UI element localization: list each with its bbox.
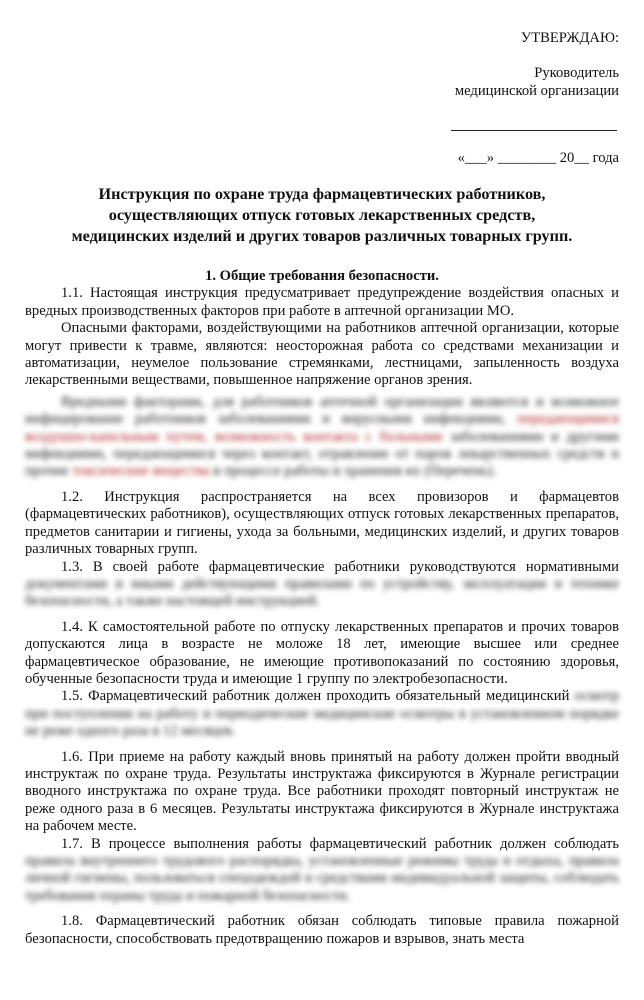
approver-position-line2: медицинской организации <box>454 83 619 99</box>
document-title <box>20 184 624 247</box>
blurred-highlighted-text: передающимися воздушно-капельным путем, возможность контакта с больными <box>25 411 619 445</box>
paragraph-1-5-blurred: осмотр при поступлении на работу и периодические медицинские осмотры в установленном порядке не реже одного раза в 12 месяцев. <box>25 688 619 740</box>
document-body <box>25 268 619 948</box>
approval-date-line: «___» ________ 20__ года <box>457 150 619 166</box>
section-heading: 1. Общие требования безопасности. <box>205 268 439 284</box>
title-line-3: медицинских изделий и других товаров различных товарных групп. <box>71 227 573 245</box>
paragraph-1-3-blurred: документами и иными действующими правилами по устройству, эксплуатации и технике безопасности, а также настоящей инструкцией. <box>25 575 619 610</box>
paragraph-1-8: 1.8. Фармацевтический работник обязан соблюдать типовые правила пожарной безопасности, способствовать предотвращению пожаров и взрывов, знать места <box>25 913 619 947</box>
paragraph-1-7-blurred: правила внутреннего трудового распорядка, установленные режимы труда и отдыха, правила личной гигиены, пользоваться спецодеждой и средствами индивидуальной защиты, соблюдать требования охраны труда и пожарной безопасности. <box>25 853 619 904</box>
blurred-text: заболеваниями и другими инфекциями, передающимися через контакт, отравление от паров лекарственных средств и прочие <box>25 428 619 480</box>
paragraph-1-2: 1.2. Инструкция распространяется на всех провизоров и фармацевтов (фармацевтических работников), осуществляющих отпуск готовых лекарственных препаратов, предметов санитарии и гигиены, ухода за больными, медицинских изделий, и других товаров различных товарных групп. <box>25 488 619 558</box>
approver-position-line1: Руководитель <box>534 65 619 81</box>
paragraph-1-6: 1.6. При приеме на работу каждый вновь принятый на работу должен пройти вводный инструктаж по охране труда. Результаты инструктажа фиксируются в Журнале регистрации вводного инструктажа по охране труда. Все работники проходят повторный инструктаж не реже одного раза в 6 месяцев. Результаты инструктажа фиксируются в Журнале инструктажа на рабочем месте. <box>25 748 619 835</box>
paragraph-hazards: Опасными факторами, воздействующими на работников аптечной организации, которые могут привести к травме, являются: неосторожная работа со средствами механизации и автоматизации, неумелое пользование стремянками, лестницами, запыленность воздуха лекарственными веществами, повышенное напряжение органов зрения. <box>25 320 619 389</box>
approve-label: УТВЕРЖДАЮ: <box>520 30 619 46</box>
paragraph-1-7-text: 1.7. В процессе выполнения работы фармацевтический работник должен соблюдать <box>61 835 619 852</box>
paragraph-1-5-text: 1.5. Фармацевтический работник должен проходить обязательный медицинский <box>61 688 570 705</box>
paragraph-1-7 <box>25 836 619 906</box>
title-line-1: Инструкция по охране труда фармацевтических работников, <box>98 185 546 203</box>
blurred-text: в процессе работы и хранения их (Перечень). <box>213 463 497 480</box>
blurred-paragraph <box>25 394 619 481</box>
paragraph-1-3-text: 1.3. В своей работе фармацевтические работники руководствуются нормативными <box>61 558 619 575</box>
blurred-highlighted-text: токсические вещества <box>72 463 210 480</box>
signature-line <box>451 130 617 131</box>
paragraph-1-3 <box>25 559 619 611</box>
blurred-text: Вредными факторами, для работников аптечной организации являются и возможное инфицирование работников заболеваниями и вирусными инфекциями, <box>25 393 619 428</box>
paragraph-1-5 <box>25 688 619 740</box>
paragraph-1-1: 1.1. Настоящая инструкция предусматривает предупреждение воздействия опасных и вредных производственных факторов при работе в аптечной организации МО. <box>25 285 619 319</box>
paragraph-1-4: 1.4. К самостоятельной работе по отпуску лекарственных препаратов и прочих товаров допускаются лица в возрасте не моложе 18 лет, имеющие высшее или среднее фармацевтическое образование, не имеющие противопоказаний по состоянию здоровья, обученные безопасности труда и имеющие 1 группу по электробезопасности. <box>25 618 619 687</box>
title-line-2: осуществляющих отпуск готовых лекарственных средств, <box>108 206 536 224</box>
